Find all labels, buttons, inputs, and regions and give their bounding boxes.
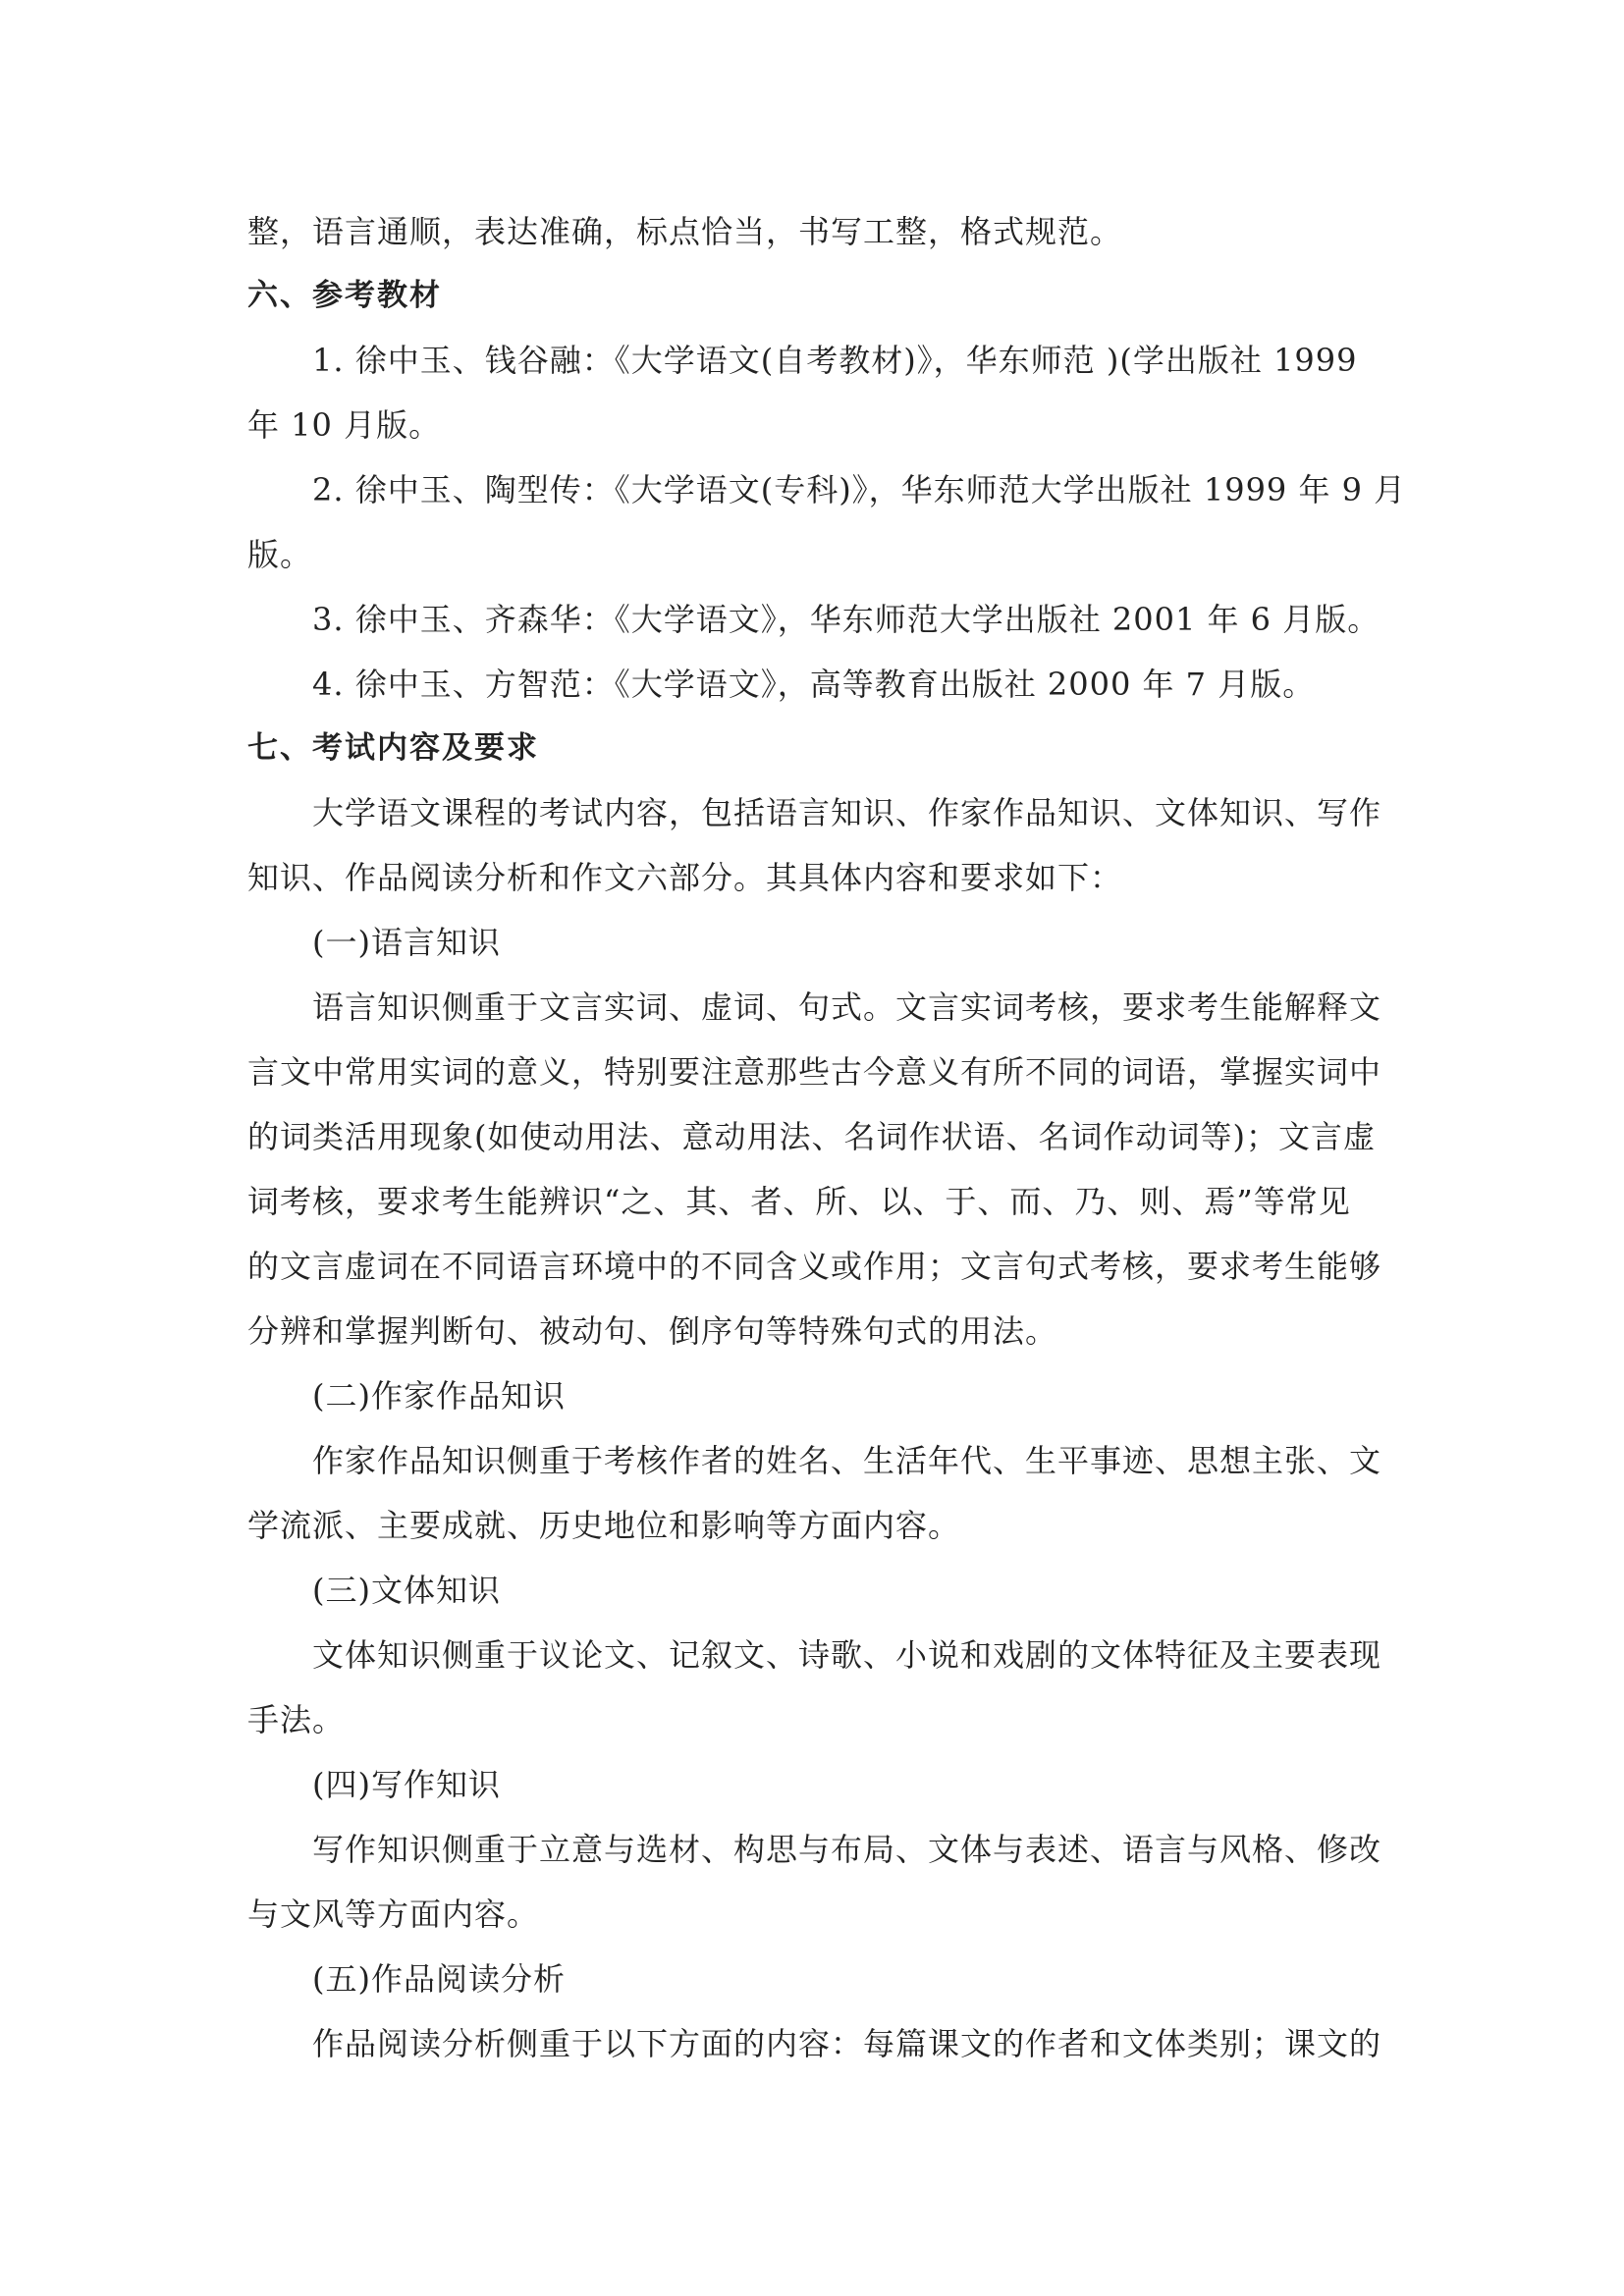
paragraph-line: 与文风等方面内容。 xyxy=(247,1896,540,1933)
subsection-title-writing: (四)写作知识 xyxy=(312,1766,501,1803)
subsection-title-authors-works: (二)作家作品知识 xyxy=(312,1377,566,1415)
paragraph-line: 知识、作品阅读分析和作文六部分。其具体内容和要求如下： xyxy=(247,859,1123,896)
paragraph-line: 的词类活用现象(如使动用法、意动用法、名词作状语、名词作动词等)；文言虚 xyxy=(247,1118,1376,1155)
paragraph-line: 手法。 xyxy=(247,1701,346,1738)
subsection-title-language: (一)语言知识 xyxy=(312,924,501,961)
paragraph-line: 写作知识侧重于立意与选材、构思与布局、文体与表述、语言与风格、修改 xyxy=(312,1831,1382,1868)
reference-item-3: 3. 徐中玉、齐森华：《大学语文》，华东师范大学出版社 2001 年 6 月版。 xyxy=(312,601,1380,638)
paragraph-line: 作家作品知识侧重于考核作者的姓名、生活年代、生平事迹、思想主张、文 xyxy=(312,1442,1382,1479)
reference-item-1-continued: 年 10 月版。 xyxy=(247,406,442,444)
paragraph-line: 言文中常用实词的意义，特别要注意那些古今意义有所不同的词语，掌握实词中 xyxy=(247,1053,1382,1091)
paragraph-line: 词考核，要求考生能辨识“之、其、者、所、以、于、而、乃、则、焉”等常见 xyxy=(247,1183,1351,1220)
paragraph-line: 分辨和掌握判断句、被动句、倒序句等特殊句式的用法。 xyxy=(247,1312,1058,1350)
paragraph-line: 整，语言通顺，表达准确，标点恰当，书写工整，格式规范。 xyxy=(247,213,1123,250)
paragraph-line: 学流派、主要成就、历史地位和影响等方面内容。 xyxy=(247,1507,961,1544)
paragraph-line: 文体知识侧重于议论文、记叙文、诗歌、小说和戏剧的文体特征及主要表现 xyxy=(312,1636,1382,1674)
paragraph-line: 语言知识侧重于文言实词、虚词、句式。文言实词考核，要求考生能解释文 xyxy=(312,988,1382,1026)
paragraph-line: 大学语文课程的考试内容，包括语言知识、作家作品知识、文体知识、写作 xyxy=(312,794,1382,831)
section-heading-references: 六、参考教材 xyxy=(247,278,442,313)
reference-item-2-continued: 版。 xyxy=(247,536,313,573)
paragraph-line: 的文言虚词在不同语言环境中的不同含义或作用；文言句式考核，要求考生能够 xyxy=(247,1248,1382,1285)
paragraph-line: 作品阅读分析侧重于以下方面的内容：每篇课文的作者和文体类别；课文的 xyxy=(312,2025,1382,2062)
reference-item-1: 1. 徐中玉、钱谷融：《大学语文(自考教材)》，华东师范 )(学出版社 1999 xyxy=(312,342,1358,379)
reference-item-4: 4. 徐中玉、方智范：《大学语文》，高等教育出版社 2000 年 7 月版。 xyxy=(312,666,1316,703)
subsection-title-reading-analysis: (五)作品阅读分析 xyxy=(312,1960,566,1998)
reference-item-2: 2. 徐中玉、陶型传：《大学语文(专科)》，华东师范大学出版社 1999 年 9 月 xyxy=(312,471,1407,508)
section-heading-exam-content: 七、考试内容及要求 xyxy=(247,730,539,766)
subsection-title-genre: (三)文体知识 xyxy=(312,1572,501,1609)
